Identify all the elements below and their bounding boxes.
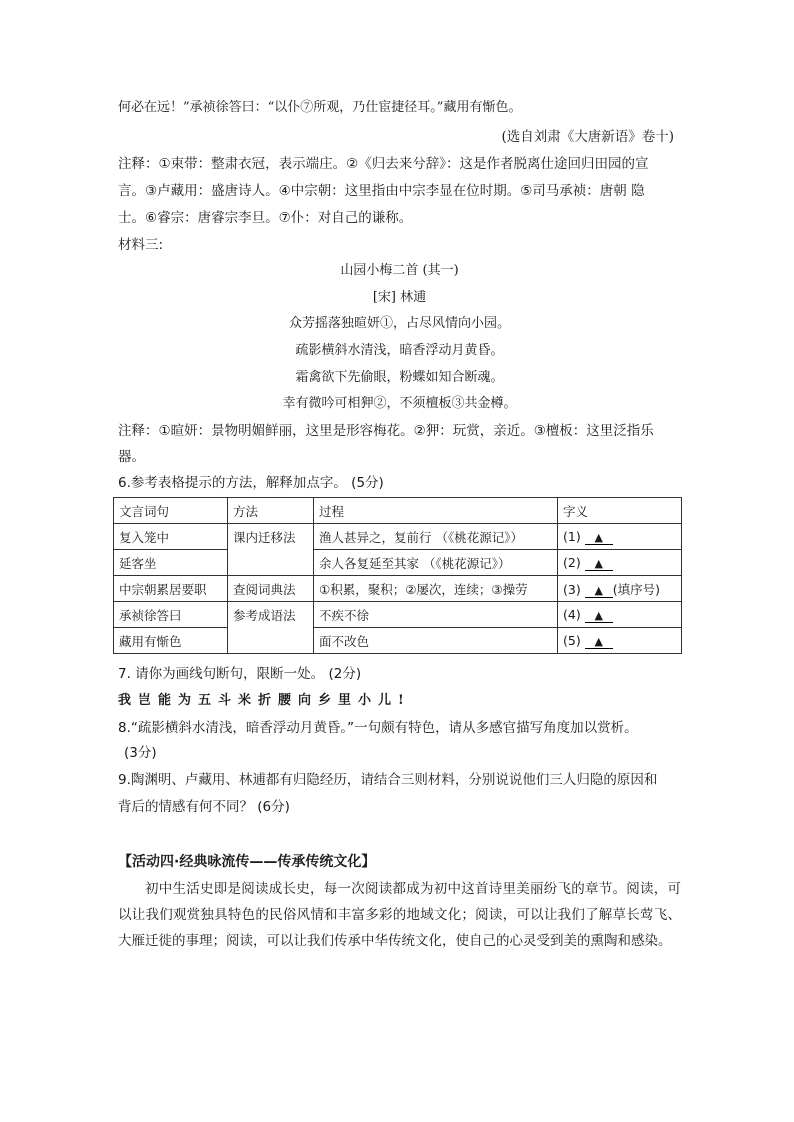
material3-notes-line1: 注释：①暄妍：景物明媚鲜丽，这里是形容梅花。②狎：玩赏，亲近。③檀板：这里泛指乐 xyxy=(118,423,654,439)
cell-word: 延客坐 xyxy=(114,550,228,576)
triangle-icon: ▲ xyxy=(594,556,603,570)
answer-number: (4) xyxy=(563,606,581,622)
cell-word xyxy=(114,524,228,550)
cell-method: 课内迁移法 xyxy=(228,524,314,576)
q6-prompt: 6.参考表格提示的方法，解释加点字。 (5分) xyxy=(118,475,384,491)
material3-label: 材料三: xyxy=(118,237,164,253)
table-header-row xyxy=(114,498,682,524)
material2-notes-line2: 言。③卢藏用：盛唐诗人。④中宗朝：这里指由中宗李显在位时期。⑤司马承祯：唐朝 隐 xyxy=(118,183,645,199)
cell-process: 渔人甚异之，复前行 （《桃花源记》） xyxy=(314,524,558,550)
cell-word: 中宗朝累居要职 xyxy=(114,576,228,602)
table-row xyxy=(114,550,682,576)
q7-prompt: 7. 请你为画线句断句，限断一处。 (2分) xyxy=(118,666,362,682)
answer-number: (5) xyxy=(563,632,581,648)
triangle-icon: ▲ xyxy=(594,530,603,544)
poem-line-4: 幸有微吟可相狎②，不须檀板③共金樽。 xyxy=(282,396,517,411)
cell-answer[interactable] xyxy=(558,576,682,602)
table-row xyxy=(114,602,682,628)
poem-author: [宋] 林逋 xyxy=(372,290,427,305)
table-row xyxy=(114,628,682,654)
cell-word: 藏用有惭色 xyxy=(114,628,228,654)
table-row xyxy=(114,524,682,550)
cell-word: 承祯徐答曰 xyxy=(114,602,228,628)
answer-blank[interactable] xyxy=(585,532,613,545)
material2-notes-line1: 注释：①束带：整肃衣冠，表示端庄。②《归去来兮辞》：这是作者脱离仕途回归田园的宣 xyxy=(118,156,649,172)
table-row xyxy=(114,576,682,602)
answer-number: (1) xyxy=(563,528,581,544)
q6-table xyxy=(113,497,682,654)
header-method: 方法 xyxy=(228,498,314,524)
header-meaning: 字义 xyxy=(558,498,682,524)
cell-method: 参考成语法 xyxy=(228,602,314,654)
q8-line2: (3分) xyxy=(124,745,157,761)
header-word: 文言词句 xyxy=(114,498,228,524)
material2-text: 何必在远！”承祯徐答曰：“以仆⑦所观，乃仕宦捷径耳。”藏用有惭色。 xyxy=(118,100,522,115)
header-process: 过程 xyxy=(314,498,558,524)
q8-line1: 8.“疏影横斜水清浅，暗香浮动月黄昏。”一句颇有特色，请从多感官描写角度加以赏析。 xyxy=(118,720,638,736)
poem-line-2: 疏影横斜水清浅，暗香浮动月黄昏。 xyxy=(295,343,504,358)
material2-notes-line3: 士。⑥睿宗：唐睿宗李旦。⑦仆：对自己的谦称。 xyxy=(118,210,413,226)
answer-number: (3) xyxy=(563,581,581,597)
word-text: 复入笼中 xyxy=(119,529,170,545)
cell-answer[interactable] xyxy=(558,602,682,628)
triangle-icon: ▲ xyxy=(594,583,603,597)
material2-source: (选自刘肃《大唐新语》卷十) xyxy=(501,129,674,145)
activity4-paragraph: 初中生活史即是阅读成长史，每一次阅读都成为初中这首诗里美丽纷飞的章节。阅读，可以让我们观赏独具特色的民俗风情和丰富多彩的地域文化；阅读，可以让我们了解草长莺飞、大雁迁徙的事理；阅读，可以让我们传承中华传统文化，使自己的心灵受到美的熏陶和感染。 xyxy=(118,881,681,949)
cell-process: 余人各复延至其家 （《桃花源记》） xyxy=(314,550,558,576)
cell-process: 不疾不徐 xyxy=(314,602,558,628)
q7-sentence: 我岂能为五斗米折腰向乡里小儿! xyxy=(118,693,411,708)
answer-blank[interactable] xyxy=(585,558,613,571)
cell-process: ①积累，聚积；②屡次，连续；③操劳 xyxy=(314,576,558,602)
activity4-heading: 【活动四·经典咏流传——传承传统文化】 xyxy=(118,854,376,870)
triangle-icon: ▲ xyxy=(594,608,603,622)
cell-answer[interactable] xyxy=(558,524,682,550)
cell-method: 查阅词典法 xyxy=(228,576,314,602)
poem-line-3: 霜禽欲下先偷眼，粉蝶如知合断魂。 xyxy=(295,370,504,385)
cell-answer[interactable] xyxy=(558,628,682,654)
answer-hint: (填序号) xyxy=(612,581,660,597)
cell-process: 面不改色 xyxy=(314,628,558,654)
poem-line-1: 众芳摇落独暄妍①，占尽风情向小园。 xyxy=(288,316,510,331)
triangle-icon: ▲ xyxy=(594,634,603,648)
answer-blank[interactable] xyxy=(585,610,613,623)
answer-blank[interactable] xyxy=(585,585,613,598)
cell-answer[interactable] xyxy=(558,550,682,576)
poem-title: 山园小梅二首 (其一) xyxy=(340,263,459,278)
q9-line2: 背后的情感有何不同？ (6分) xyxy=(118,799,290,815)
answer-number: (2) xyxy=(563,554,581,570)
material3-notes-line2: 器。 xyxy=(118,449,145,465)
q9-line1: 9.陶渊明、卢藏用、林逋都有归隐经历，请结合三则材料，分别说说他们三人归隐的原因和 xyxy=(118,772,658,788)
answer-blank[interactable] xyxy=(585,636,613,649)
